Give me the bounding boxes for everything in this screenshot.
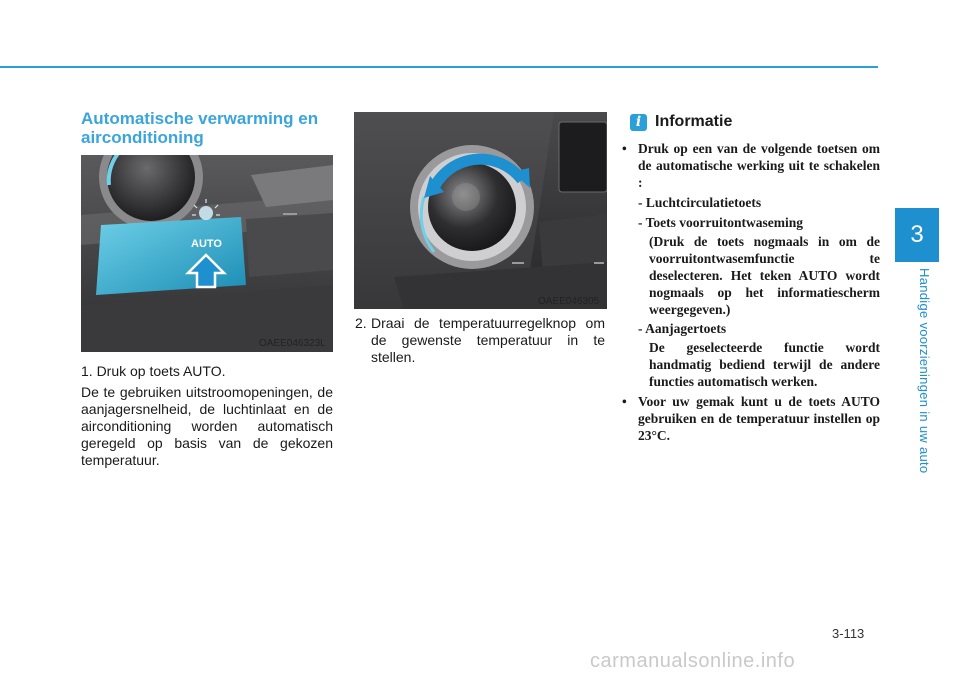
info-title: Informatie — [655, 113, 733, 130]
step2-text: Draai de temperatuurregelknop om de gewenste temperatuur in te stellen. — [371, 315, 605, 365]
info-icon: i — [630, 114, 647, 131]
chapter-label: Handige voorzieningen in uw auto — [917, 268, 932, 474]
page-number: 3-113 — [832, 626, 865, 641]
section-title: Automatische verwarming en airconditioning — [81, 109, 319, 147]
bullet-dot: • — [622, 394, 627, 409]
figure-code: OAEE046305 — [538, 296, 600, 307]
info-bullet — [616, 393, 880, 444]
watermark: carmanualsonline.info — [590, 650, 796, 672]
info-bullet — [616, 140, 880, 191]
step2 — [355, 315, 605, 366]
header-rule — [0, 66, 878, 68]
sub-item: - Toets voorruitontwaseming — [638, 215, 803, 230]
sub-item-description: De geselecteerde functie wordt handmatig bediend terwijl de andere functies automatisch werken. — [649, 340, 880, 389]
figure-auto-button — [81, 155, 333, 352]
step1-title: 1. Druk op toets AUTO. — [81, 363, 226, 379]
figure-temperature-knob — [354, 112, 607, 309]
info-header — [630, 113, 732, 131]
auto-button-label: AUTO — [191, 238, 222, 250]
sub-item: - Luchtcirculatietoets — [638, 195, 762, 210]
bullet-text: Voor uw gemak kunt u de toets AUTO gebruiken en de temperatuur instellen op 23°C. — [638, 394, 880, 443]
sub-item-description: (Druk de toets nogmaals in om de voorruitontwasemfunctie te deselecteren. Het teken AUTO wordt nogmaals op het informatiescherm weergegeven.) — [649, 234, 880, 317]
chapter-tab: 3 — [895, 208, 939, 262]
sub-item: - Aanjagertoets — [638, 321, 727, 336]
bullet-dot: • — [622, 141, 627, 156]
bullet-text: Druk op een van de volgende toetsen om de automatische werking uit te schakelen : — [638, 141, 880, 190]
info-body — [616, 140, 880, 444]
step2-number: 2. — [355, 315, 367, 331]
figure-code: OAEE046323L — [259, 338, 326, 349]
step1-body: De te gebruiken uitstroomopeningen, de aanjagersnelheid, de luchtinlaat en de airconditioning worden automatisch geregeld op basis van de gekozen temperatuur. — [81, 384, 333, 468]
